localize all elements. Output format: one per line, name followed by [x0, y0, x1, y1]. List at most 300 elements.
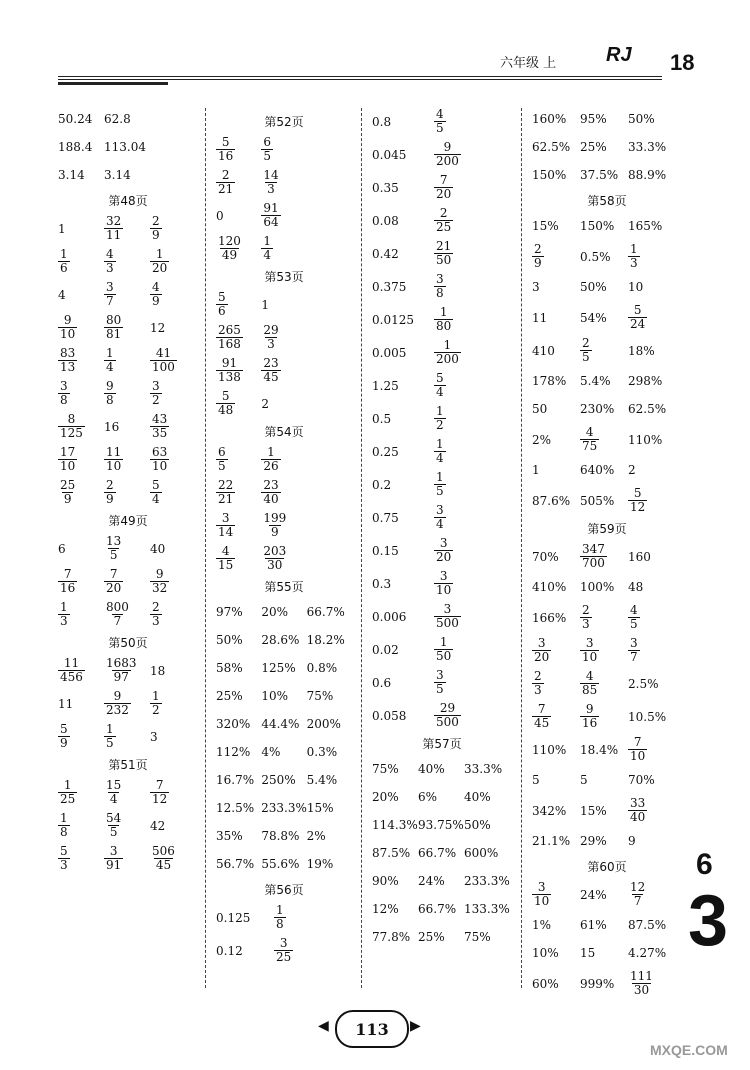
- answer-row: [372, 702, 512, 729]
- numerator: 1: [436, 437, 444, 451]
- numerator: 2: [534, 669, 542, 683]
- answer-cell: [261, 512, 306, 539]
- answer-cell: [628, 797, 676, 824]
- answer-row: [532, 830, 682, 852]
- fraction: [104, 314, 123, 341]
- answer-cell: 25%: [216, 689, 243, 703]
- page-right-arrow-icon: ▶: [410, 1018, 421, 1034]
- fraction: [628, 604, 640, 631]
- numerator: 1: [152, 689, 160, 703]
- numerator: 9: [106, 379, 114, 393]
- numerator: 6: [263, 135, 271, 149]
- numerator: 17: [60, 445, 76, 459]
- answer-row: [532, 881, 682, 908]
- answer-cell: [150, 380, 196, 407]
- answer-cell: 62.5%: [532, 140, 571, 154]
- header-rule-accent: [58, 82, 168, 85]
- answer-cell: 56.7%: [216, 857, 255, 871]
- section-heading: 第56页: [264, 883, 304, 897]
- answer-cell: [628, 243, 676, 270]
- numerator: 1: [60, 600, 68, 614]
- denominator: 97: [113, 670, 129, 684]
- answer-cell: 3.14: [104, 168, 131, 182]
- watermark: MXQE.COM: [650, 1042, 728, 1058]
- answer-cell: [104, 601, 150, 628]
- numerator: 2: [439, 206, 448, 220]
- fraction: [216, 446, 228, 473]
- answer-row: [58, 812, 198, 839]
- answer-cell: 160%: [532, 112, 567, 126]
- answer-column-2: [216, 108, 352, 970]
- denominator: 5: [106, 736, 114, 750]
- answer-row: [532, 370, 682, 392]
- answer-cell: 150%: [532, 168, 567, 182]
- fraction: [58, 347, 77, 374]
- answer-row: [216, 479, 352, 506]
- answer-row: [216, 629, 352, 651]
- denominator: 11: [106, 228, 122, 242]
- fraction: [58, 479, 77, 506]
- numerator: 4: [630, 603, 638, 617]
- answer-cell: [150, 347, 196, 374]
- numerator: 23: [263, 478, 279, 492]
- fraction: [150, 413, 169, 440]
- fraction: [58, 657, 85, 684]
- answer-cell: 93.75%: [418, 818, 464, 832]
- numerator: 5: [60, 722, 68, 736]
- answer-row: [532, 108, 682, 130]
- answer-cell: 298%: [628, 374, 663, 388]
- fraction: [434, 405, 446, 432]
- denominator: 7: [633, 894, 642, 908]
- denominator: 40: [630, 810, 646, 824]
- answer-cell: 54%: [580, 310, 607, 325]
- fraction: [434, 174, 453, 201]
- corner-number: 18: [670, 50, 695, 75]
- denominator: 138: [218, 370, 241, 384]
- answer-cell: [58, 779, 104, 806]
- answer-cell: [532, 670, 580, 697]
- answer-cell: 2.5%: [628, 676, 659, 691]
- numerator: 1: [63, 778, 72, 792]
- denominator: 10: [534, 894, 550, 908]
- fraction: [104, 657, 139, 684]
- answer-row: [372, 174, 512, 201]
- answer-cell: 10%: [532, 946, 559, 960]
- page-header: [0, 0, 750, 100]
- answer-cell: 0.35: [372, 180, 399, 195]
- answer-row: [372, 141, 512, 168]
- numerator: 2: [221, 168, 230, 182]
- fraction: [434, 603, 461, 630]
- denominator: 9: [270, 525, 279, 539]
- answer-cell: [434, 471, 496, 498]
- answer-cell: 75%: [372, 762, 399, 776]
- numerator: 2: [152, 214, 160, 228]
- answer-row: [372, 372, 512, 399]
- numerator: 80: [106, 313, 122, 327]
- numerator: 4: [436, 107, 444, 121]
- denominator: 40: [263, 492, 279, 506]
- answer-cell: 0.006: [372, 609, 407, 624]
- denominator: 3: [152, 614, 160, 628]
- fraction: [104, 845, 123, 872]
- answer-cell: 25%: [418, 930, 445, 944]
- fraction: [104, 380, 116, 407]
- numerator: 25: [60, 478, 76, 492]
- denominator: 8: [106, 393, 114, 407]
- answer-row: [216, 136, 352, 163]
- answer-row: [216, 741, 352, 763]
- denominator: 20: [106, 581, 122, 595]
- fraction: [104, 535, 123, 562]
- numerator: 43: [152, 412, 168, 426]
- numerator: 5: [60, 844, 68, 858]
- answer-row: [58, 845, 198, 872]
- answer-row: [58, 164, 198, 186]
- numerator: 2: [152, 600, 160, 614]
- numerator: 41: [155, 346, 172, 360]
- answer-cell: 4%: [261, 745, 281, 759]
- answer-cell: [150, 690, 196, 717]
- answer-cell: [150, 779, 196, 806]
- denominator: 85: [582, 683, 598, 697]
- answer-row: [216, 853, 352, 875]
- fraction: [434, 240, 453, 267]
- answer-cell: 4: [58, 287, 66, 302]
- denominator: 8: [276, 917, 284, 931]
- answer-cell: [434, 537, 496, 564]
- answer-cell: 87.6%: [532, 493, 571, 508]
- answer-cell: 0.5: [372, 411, 392, 426]
- fraction: [532, 243, 544, 270]
- answer-cell: 18.2%: [306, 633, 345, 647]
- denominator: 5: [436, 484, 444, 498]
- numerator: 1: [439, 635, 448, 649]
- fraction: [104, 215, 123, 242]
- answer-cell: 12%: [372, 902, 399, 916]
- answer-cell: [261, 202, 306, 229]
- numerator: 1: [106, 722, 114, 736]
- denominator: 4: [106, 360, 114, 374]
- denominator: 3: [630, 256, 638, 270]
- fraction: [434, 504, 446, 531]
- denominator: 4: [109, 792, 118, 806]
- fraction: [261, 235, 273, 262]
- answer-cell: 5: [532, 773, 540, 787]
- fraction: [261, 324, 280, 351]
- denominator: 5: [263, 149, 271, 163]
- answer-cell: [532, 703, 580, 730]
- numerator: 1: [276, 903, 284, 917]
- numerator: 1: [60, 811, 68, 825]
- numerator: 3: [436, 272, 444, 286]
- answer-cell: [150, 479, 196, 506]
- numerator: 9: [63, 313, 72, 327]
- answer-cell: [150, 215, 196, 242]
- denominator: 232: [106, 703, 129, 717]
- answer-row: [58, 723, 198, 750]
- denominator: 21: [218, 182, 234, 196]
- fraction: [532, 637, 551, 664]
- answer-cell: [58, 314, 104, 341]
- answer-row: [372, 669, 512, 696]
- answer-cell: 75%: [306, 689, 334, 703]
- answer-cell: [274, 904, 332, 931]
- answer-cell: [434, 702, 496, 729]
- numerator: 7: [109, 567, 118, 581]
- denominator: 168: [218, 337, 241, 351]
- denominator: 20: [152, 261, 168, 275]
- grade-label: 六年级 上: [500, 56, 557, 71]
- answer-cell: 3.14: [58, 168, 85, 182]
- answer-cell: 12.5%: [216, 801, 255, 815]
- page-number: 113: [335, 1010, 409, 1048]
- answer-cell: 21.1%: [532, 834, 571, 848]
- answer-cell: [58, 568, 104, 595]
- denominator: 25: [436, 220, 452, 234]
- answer-cell: [434, 207, 496, 234]
- numerator: 11: [63, 656, 80, 670]
- denominator: 10: [436, 583, 452, 597]
- numerator: 1: [630, 242, 638, 256]
- fraction: [104, 812, 123, 839]
- numerator: 4: [585, 669, 594, 683]
- answer-cell: [261, 357, 306, 384]
- numerator: 506: [152, 844, 175, 858]
- answer-cell: 233.3%: [464, 874, 510, 888]
- denominator: 21: [218, 492, 234, 506]
- denominator: 700: [582, 556, 605, 570]
- fraction: [104, 690, 131, 717]
- numerator: 91: [263, 201, 279, 215]
- numerator: 3: [109, 844, 118, 858]
- denominator: 20: [436, 550, 452, 564]
- answer-row: [532, 136, 682, 158]
- denominator: 3: [267, 182, 275, 196]
- answer-cell: 33.3%: [464, 762, 503, 776]
- answer-column-1: [58, 108, 198, 878]
- fraction: [434, 570, 453, 597]
- answer-cell: [216, 479, 261, 506]
- answer-cell: [434, 570, 496, 597]
- answer-cell: [216, 390, 261, 417]
- numerator: 4: [106, 247, 114, 261]
- answer-cell: [104, 568, 150, 595]
- numerator: 3: [585, 636, 594, 650]
- fraction: [150, 380, 162, 407]
- denominator: 45: [155, 858, 172, 872]
- numerator: 3: [436, 668, 444, 682]
- fraction: [434, 471, 446, 498]
- answer-row: [372, 603, 512, 630]
- answer-cell: [216, 446, 261, 473]
- answer-cell: 10.5%: [628, 709, 667, 724]
- denominator: 20: [534, 650, 550, 664]
- answer-cell: [434, 141, 496, 168]
- answer-cell: 112%: [216, 745, 251, 759]
- answer-row: [58, 215, 198, 242]
- answer-cell: [580, 543, 628, 570]
- denominator: 9: [152, 228, 160, 242]
- answer-row: [532, 337, 682, 364]
- denominator: 5: [436, 682, 444, 696]
- answer-cell: [104, 248, 150, 275]
- answer-row: [532, 426, 682, 453]
- answer-row: [58, 281, 198, 308]
- numerator: 3: [537, 880, 546, 894]
- denominator: 50: [436, 253, 452, 267]
- answer-row: [58, 413, 198, 440]
- answer-row: [372, 814, 512, 836]
- numerator: 800: [106, 600, 129, 614]
- answer-row: [58, 601, 198, 628]
- denominator: 3: [60, 858, 68, 872]
- answer-cell: 9: [628, 834, 636, 848]
- answer-cell: 0.3%: [306, 745, 338, 759]
- answer-row: [532, 543, 682, 570]
- fraction: [434, 537, 453, 564]
- denominator: 4: [436, 385, 444, 399]
- answer-row: [372, 786, 512, 808]
- denominator: 91: [106, 858, 122, 872]
- answer-row: [372, 438, 512, 465]
- fraction: [150, 248, 169, 275]
- numerator: 5: [436, 371, 444, 385]
- answer-row: [216, 446, 352, 473]
- answer-cell: 0.42: [372, 246, 399, 261]
- denominator: 6: [218, 304, 226, 318]
- fraction: [434, 207, 453, 234]
- fraction: [434, 339, 461, 366]
- answer-cell: [58, 657, 104, 684]
- section-heading: 第52页: [264, 115, 304, 129]
- answer-row: [372, 570, 512, 597]
- answer-cell: [58, 601, 104, 628]
- denominator: 30: [633, 983, 650, 997]
- answer-cell: 44.4%: [261, 717, 300, 731]
- answer-cell: [434, 306, 496, 333]
- answer-cell: 66.7%: [418, 846, 457, 860]
- answer-cell: 40%: [418, 762, 445, 776]
- answer-cell: 0.12: [216, 943, 243, 958]
- answer-cell: [58, 812, 104, 839]
- answer-row: [372, 842, 512, 864]
- fraction: [58, 845, 70, 872]
- numerator: 203: [263, 544, 287, 558]
- fraction: [150, 690, 162, 717]
- numerator: 120: [218, 234, 241, 248]
- fraction: [150, 568, 169, 595]
- numerator: 7: [439, 173, 448, 187]
- answer-cell: [216, 169, 261, 196]
- answer-row: [216, 545, 352, 572]
- answer-row: [532, 670, 682, 697]
- fraction: [261, 169, 280, 196]
- answer-cell: 320%: [216, 717, 251, 731]
- section-heading: 第55页: [264, 580, 304, 594]
- column-divider: [205, 108, 206, 988]
- numerator: 83: [60, 346, 76, 360]
- fraction: [261, 357, 280, 384]
- denominator: 35: [152, 426, 168, 440]
- answer-cell: [104, 281, 150, 308]
- denominator: 500: [436, 616, 459, 630]
- answer-cell: 0.5%: [580, 249, 611, 264]
- fraction: [434, 702, 461, 729]
- denominator: 456: [60, 670, 83, 684]
- answer-row: [532, 604, 682, 631]
- answer-cell: 0.15: [372, 543, 399, 558]
- section-heading: 第57页: [422, 737, 462, 751]
- answer-cell: 50%: [580, 280, 607, 294]
- fraction: [580, 543, 607, 570]
- denominator: 5: [630, 617, 638, 631]
- answer-row: [372, 339, 512, 366]
- fraction: [150, 845, 177, 872]
- fraction: [434, 273, 446, 300]
- answer-cell: 410: [532, 343, 555, 358]
- denominator: 45: [263, 370, 279, 384]
- answer-cell: [58, 248, 104, 275]
- answer-column-3: [372, 108, 512, 954]
- answer-cell: [104, 479, 150, 506]
- answer-row: [372, 926, 512, 948]
- fraction: [532, 881, 551, 908]
- fraction: [58, 446, 77, 473]
- answer-row: [216, 797, 352, 819]
- answer-cell: [532, 243, 580, 270]
- answer-cell: 61%: [580, 918, 607, 932]
- answer-row: [372, 405, 512, 432]
- answer-cell: 160: [628, 549, 651, 564]
- answer-cell: 0.375: [372, 279, 407, 294]
- denominator: 9: [63, 492, 72, 506]
- denominator: 4: [436, 451, 444, 465]
- answer-row: [216, 324, 352, 351]
- answer-row: [58, 108, 198, 130]
- answer-cell: [216, 235, 261, 262]
- denominator: 24: [630, 317, 646, 331]
- denominator: 49: [221, 248, 238, 262]
- denominator: 200: [436, 352, 459, 366]
- numerator: 3: [439, 569, 448, 583]
- answer-cell: [580, 337, 628, 364]
- section-heading: 第51页: [108, 758, 148, 772]
- fraction: [434, 141, 461, 168]
- answer-cell: [261, 545, 306, 572]
- answer-row: [58, 380, 198, 407]
- numerator: 5: [221, 135, 230, 149]
- denominator: 14: [218, 525, 234, 539]
- answer-cell: 25%: [580, 140, 607, 154]
- answer-cell: 12: [150, 320, 166, 335]
- fraction: [274, 937, 293, 964]
- answer-cell: [104, 845, 150, 872]
- answer-cell: 5.4%: [306, 773, 338, 787]
- numerator: 5: [633, 486, 642, 500]
- answer-cell: 125%: [261, 661, 296, 675]
- answer-row: [58, 657, 198, 684]
- answer-cell: 0.058: [372, 708, 407, 723]
- numerator: 33: [630, 796, 646, 810]
- answer-cell: [150, 601, 196, 628]
- denominator: 45: [534, 716, 550, 730]
- answer-row: [58, 690, 198, 717]
- fraction: [628, 881, 647, 908]
- numerator: 91: [221, 356, 238, 370]
- answer-cell: 15%: [306, 801, 334, 815]
